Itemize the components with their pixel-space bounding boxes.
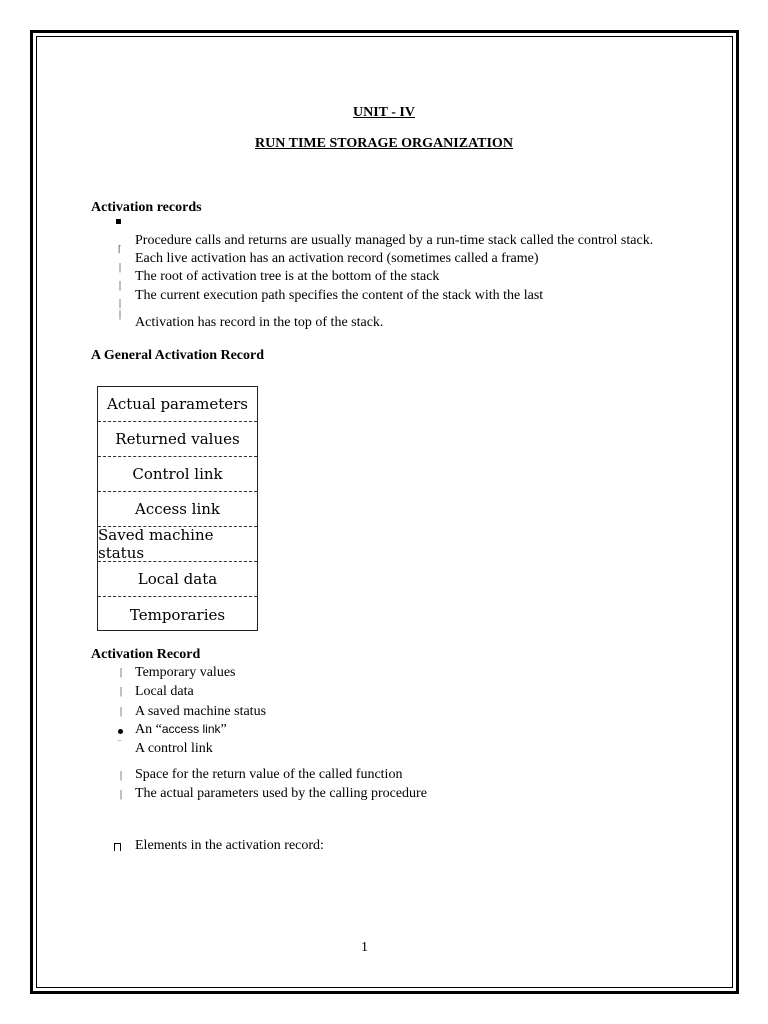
record-field: Returned values xyxy=(98,422,257,457)
record-field: Saved machine status xyxy=(98,527,257,562)
activation-records-item: Procedure calls and returns are usually managed by a run-time stack called the control stack. xyxy=(135,233,654,248)
item-marker-icon: | xyxy=(120,686,123,697)
hollow-square-icon xyxy=(114,843,121,851)
activation-record-item: Space for the return value of the called function xyxy=(135,767,403,782)
activation-record-item: Local data xyxy=(135,684,194,699)
activation-record-item: A saved machine status xyxy=(135,704,267,719)
activation-record-item: The actual parameters used by the calling procedure xyxy=(135,786,427,801)
access-link-term: access link xyxy=(161,722,221,736)
unit-title: UNIT - IV xyxy=(353,105,415,120)
access-link-open-quote: An “ xyxy=(135,722,162,737)
item-marker-icon: | xyxy=(119,280,122,291)
square-bullet-icon xyxy=(116,219,121,224)
item-marker-icon: | xyxy=(119,262,122,273)
page-number: 1 xyxy=(361,940,368,955)
item-marker-icon: | xyxy=(119,298,122,309)
activation-records-item: The current execution path specifies the content of the stack with the last xyxy=(135,288,544,303)
activation-records-item: Each live activation has an activation record (sometimes called a frame) xyxy=(135,251,539,266)
item-marker-icon: | xyxy=(119,309,122,320)
item-marker-icon: | xyxy=(120,706,123,717)
activation-record-item xyxy=(135,722,227,738)
item-marker-icon: ‾ xyxy=(118,740,121,750)
item-marker-icon: | xyxy=(120,789,123,800)
activation-record-diagram xyxy=(97,386,258,631)
item-marker-icon: | xyxy=(120,770,123,781)
activation-records-heading: Activation records xyxy=(91,200,202,215)
general-record-heading: A General Activation Record xyxy=(91,348,265,363)
record-field: Actual parameters xyxy=(98,387,257,422)
record-field: Temporaries xyxy=(129,605,226,624)
dot-bullet-icon xyxy=(118,729,123,734)
item-marker-icon: | xyxy=(120,667,123,678)
access-link-close-quote: ” xyxy=(220,722,227,737)
section-title: RUN TIME STORAGE ORGANIZATION xyxy=(255,136,513,151)
activation-records-item: Activation has record in the top of the stack. xyxy=(135,315,384,330)
activation-record-item: A control link xyxy=(135,741,213,756)
activation-record-item: Temporary values xyxy=(135,665,236,680)
elements-line: Elements in the activation record: xyxy=(135,838,324,853)
item-marker-icon: ⌈ xyxy=(118,244,122,254)
record-field: Control link xyxy=(98,457,257,492)
record-field: Access link xyxy=(98,492,257,527)
activation-record-heading: Activation Record xyxy=(91,647,201,662)
activation-records-item: The root of activation tree is at the bottom of the stack xyxy=(135,269,440,284)
record-field: Local data xyxy=(98,562,257,597)
